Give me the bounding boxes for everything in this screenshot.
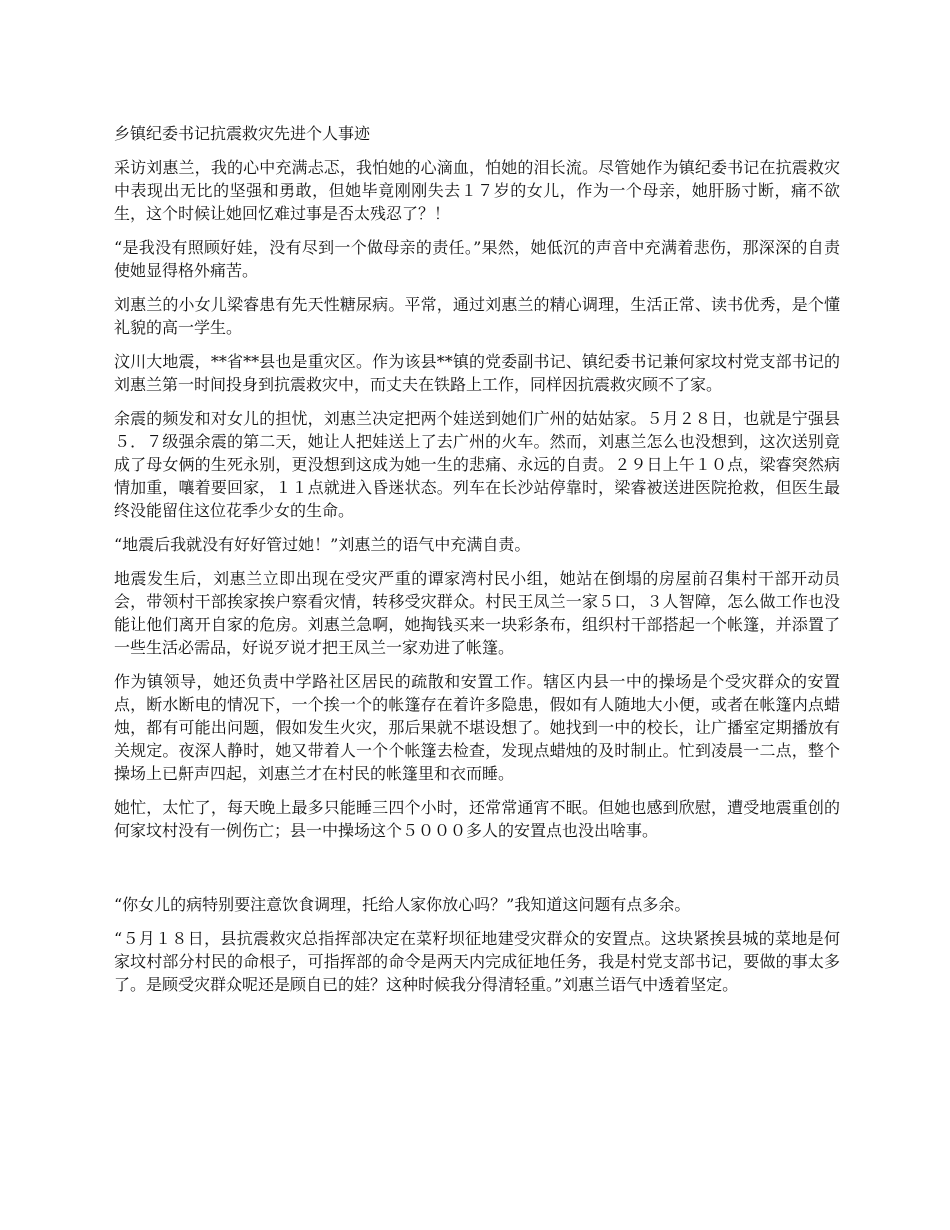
paragraph-4: 汶川大地震，**省**县也是重灾区。作为该县**镇的党委副书记、镇纪委书记兼何家坟村党支部书记的刘惠兰第一时间投身到抗震救灾中，而丈夫在铁路上工作，同样因抗震救灾顾不了家。: [114, 352, 840, 394]
document-page: [114, 122, 840, 1007]
paragraph-5: 余震的频发和对女儿的担忧，刘惠兰决定把两个娃送到她们广州的姑姑家。５月２８日，也就是宁强县５．７级强余震的第二天，她让人把娃送上了去广州的火车。然而，刘惠兰怎么也没想到，这次送别竟成了母女俩的生死永别，更没想到这成为她一生的悲痛、永远的自责。２９日上午１０点，梁睿突然病情加重，嚷着要回家，１１点就进入昏迷状态。列车在长沙站停靠时，梁睿被送进医院抢救，但医生最终没能留住这位花季少女的生命。: [114, 409, 840, 520]
paragraph-1: 采访刘惠兰，我的心中充满忐忑，我怕她的心滴血，怕她的泪长流。尽管她作为镇纪委书记在抗震救灾中表现出无比的坚强和勇敢，但她毕竟刚刚失去１７岁的女儿，作为一个母亲，她肝肠寸断，痛不欲生，这个时候让她回忆难过事是否太残忍了？！: [114, 158, 840, 223]
paragraph-11: “５月１８日，县抗震救灾总指挥部决定在菜籽坝征地建受灾群众的安置点。这块紧挨县城的菜地是何家坟村部分村民的命根子，可指挥部的命令是两天内完成征地任务，我是村党支部书记，要做的事太多了。是顾受灾群众呢还是顾自已的娃？这种时候我分得清轻重。”刘惠兰语气中透着坚定。: [114, 929, 840, 994]
document-title: 乡镇纪委书记抗震救灾先进个人事迹: [114, 124, 371, 143]
paragraph-10: “你女儿的病特别要注意饮食调理，托给人家你放心吗？”我知道这问题有点多余。: [114, 895, 691, 914]
paragraph-3: 刘惠兰的小女儿梁睿患有先天性糖尿病。平常，通过刘惠兰的精心调理，生活正常、读书优秀，是个懂礼貌的高一学生。: [114, 295, 840, 337]
paragraph-2: “是我没有照顾好娃，没有尽到一个做母亲的责任。”果然，她低沉的声音中充满着悲伤，那深深的自责使她显得格外痛苦。: [114, 238, 840, 280]
blank-gap: [114, 853, 840, 893]
paragraph-9: 她忙，太忙了，每天晚上最多只能睡三四个小时，还常常通宵不眠。但她也感到欣慰，遭受地震重创的何家坟村没有一例伤亡；县一中操场这个５０００多人的安置点也没出啥事。: [114, 798, 840, 840]
paragraph-8: 作为镇领导，她还负责中学路社区居民的疏散和安置工作。辖区内县一中的操场是个受灾群众的安置点，断水断电的情况下，一个挨一个的帐篷存在着许多隐患，假如有人随地大小便，或者在帐篷内点蜡烛，都有可能出问题，假如发生火灾，那后果就不堪设想了。她找到一中的校长，让广播室定期播放有关规定。夜深人静时，她又带着人一个个帐篷去检查，发现点蜡烛的及时制止。忙到凌晨一二点，整个操场上已鼾声四起，刘惠兰才在村民的帐篷里和衣而睡。: [114, 672, 840, 783]
paragraph-6: “地震后我就没有好好管过她！”刘惠兰的语气中充满自责。: [114, 535, 531, 554]
paragraph-7: 地震发生后，刘惠兰立即出现在受灾严重的谭家湾村民小组，她站在倒塌的房屋前召集村干部开动员会，带领村干部挨家挨户察看灾情，转移受灾群众。村民王凤兰一家５口，３人智障，怎么做工作也没能让他们离开自家的危房。刘惠兰急啊，她掏钱买来一块彩条布，组织村干部搭起一个帐篷，并添置了一些生活必需品，好说歹说才把王凤兰一家劝进了帐篷。: [114, 569, 840, 657]
